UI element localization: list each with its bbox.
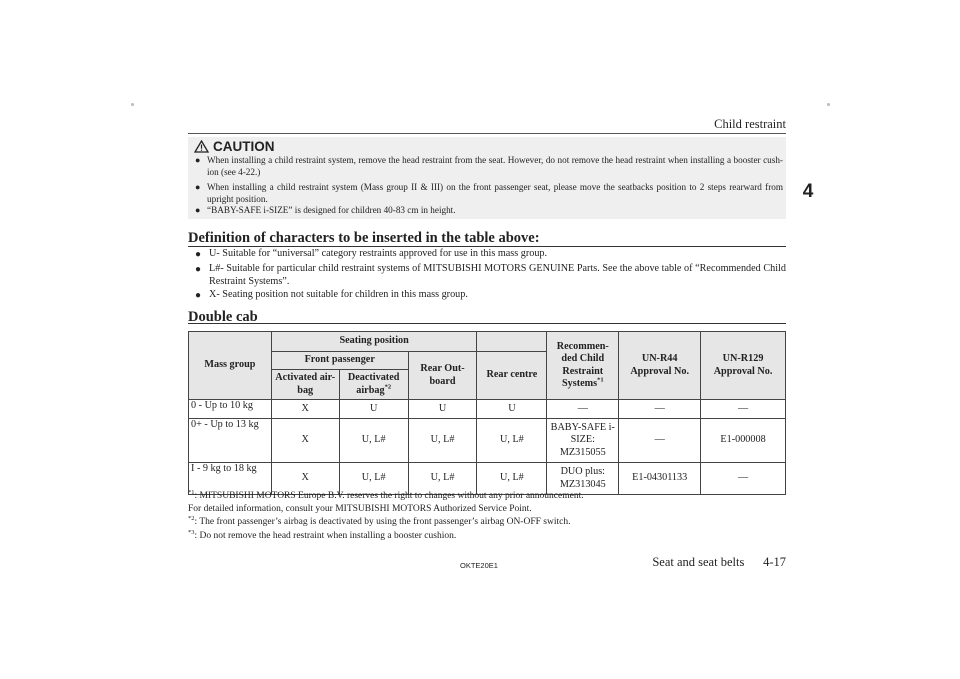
table-cell: U (408, 400, 477, 419)
page-footer (652, 555, 786, 570)
footnote (188, 530, 786, 543)
table-cell: E1-000008 (701, 419, 786, 463)
footnote-text: : MITSUBISHI MOTORS Europe B.V. reserves the right to changes without any prior announcement. (194, 491, 584, 501)
activated-airbag-header: Activated air-bag (271, 370, 339, 400)
mass-group-cell: 0+ - Up to 13 kg (189, 419, 272, 463)
un-r129-header: UN-R129 Approval No. (701, 332, 786, 400)
footnote-mark: *2 (384, 383, 392, 391)
bullet-dot-icon: ● (195, 249, 202, 260)
bullet-dot-icon: ● (195, 182, 201, 192)
table-cell: — (547, 400, 619, 419)
mass-group-cell: I - 9 kg to 18 kg (189, 463, 272, 495)
warning-triangle-icon (194, 140, 209, 153)
recommended-header (547, 332, 619, 400)
caution-item: When installing a child restraint system, remove the head restraint from the seat. However, do not remove the head restraint when installing a booster cush-ion (see 4-22.) (207, 155, 783, 177)
bullet-dot-icon: ● (195, 155, 201, 165)
footnote-mark: *1 (188, 488, 195, 496)
table-cell: — (619, 419, 701, 463)
footnote-mark: *3 (188, 528, 195, 536)
mass-group-cell: 0 - Up to 10 kg (189, 400, 272, 419)
running-header: Child restraint (714, 117, 786, 131)
footnote (188, 503, 786, 516)
seating-position-header: Seating position (271, 332, 477, 352)
caution-title: CAUTION (213, 139, 275, 154)
table-cell: BABY-SAFE i-SIZE: MZ315055 (547, 419, 619, 463)
footer-section: Seat and seat belts (652, 555, 745, 569)
table-cell: U, L# (339, 419, 408, 463)
rear-outboard-header: Rear Out-board (408, 352, 477, 400)
recommended-header-label: Recommen-ded Child Restraint Systems (556, 340, 609, 389)
table-cell: — (701, 463, 786, 495)
table-cell: U, L# (408, 463, 477, 495)
table-row (189, 419, 786, 463)
caution-heading (194, 139, 275, 154)
crop-mark (827, 103, 830, 106)
deactivated-airbag-header (339, 370, 408, 400)
table-cell: U, L# (408, 419, 477, 463)
mass-group-header: Mass group (189, 332, 272, 400)
bullet-dot-icon: ● (195, 205, 201, 215)
caution-item: When installing a child restraint system (Mass group II & III) on the front passenger seat, please move the seatbacks position to 2 steps rearward from upright position. (207, 182, 783, 204)
empty-header-cell (477, 332, 547, 352)
footnote (188, 516, 786, 529)
footnote (188, 490, 786, 503)
document-code: OKTE20E1 (460, 561, 498, 570)
caution-item: “BABY-SAFE i-SIZE” is designed for children 40-83 cm in height. (207, 205, 456, 215)
table-cell: U, L# (339, 463, 408, 495)
table-cell: X (271, 419, 339, 463)
table-cell: U, L# (477, 463, 547, 495)
table-cell: X (271, 463, 339, 495)
table-cell: X (271, 400, 339, 419)
footnote-mark: *2 (188, 514, 195, 522)
rear-centre-header: Rear centre (477, 352, 547, 400)
page-number: 4-17 (763, 555, 786, 569)
footnote-mark: *1 (597, 376, 604, 384)
table-cell: U, L# (477, 419, 547, 463)
seating-table (188, 331, 786, 495)
crop-mark (131, 103, 134, 106)
table-cell: U (339, 400, 408, 419)
table-cell: U (477, 400, 547, 419)
table-row (189, 400, 786, 419)
un-r44-header: UN-R44 Approval No. (619, 332, 701, 400)
header-rule (188, 133, 786, 134)
footnote-text: : The front passenger’s airbag is deactivated by using the front passenger’s airbag ON-OFF switch. (194, 517, 571, 527)
front-passenger-header: Front passenger (271, 352, 408, 370)
chapter-tab: 4 (797, 177, 819, 207)
footnote-text: For detailed information, consult your MITSUBISHI MOTORS Authorized Service Point. (188, 504, 532, 514)
definition-item: X- Seating position not suitable for children in this mass group. (209, 289, 468, 300)
definition-item: L#- Suitable for particular child restraint systems of MITSUBISHI MOTORS GENUINE Parts. See the above table of “Recommended Child Restraint Systems”. (209, 263, 786, 287)
table-cell: E1-04301133 (619, 463, 701, 495)
table-cell: DUO plus: MZ313045 (547, 463, 619, 495)
definition-title: Definition of characters to be inserted in the table above: (188, 230, 540, 246)
section-rule (188, 246, 786, 247)
footnote-text: : Do not remove the head restraint when installing a booster cushion. (194, 531, 457, 541)
bullet-dot-icon: ● (195, 290, 202, 301)
definition-item: U- Suitable for “universal” category restraints approved for use in this mass group. (209, 248, 548, 259)
deactivated-airbag-label: Deactivated airbag (347, 372, 400, 396)
table-cell: — (619, 400, 701, 419)
table-cell: — (701, 400, 786, 419)
double-cab-title: Double cab (188, 309, 258, 325)
section-rule (188, 323, 786, 324)
bullet-dot-icon: ● (195, 264, 202, 275)
